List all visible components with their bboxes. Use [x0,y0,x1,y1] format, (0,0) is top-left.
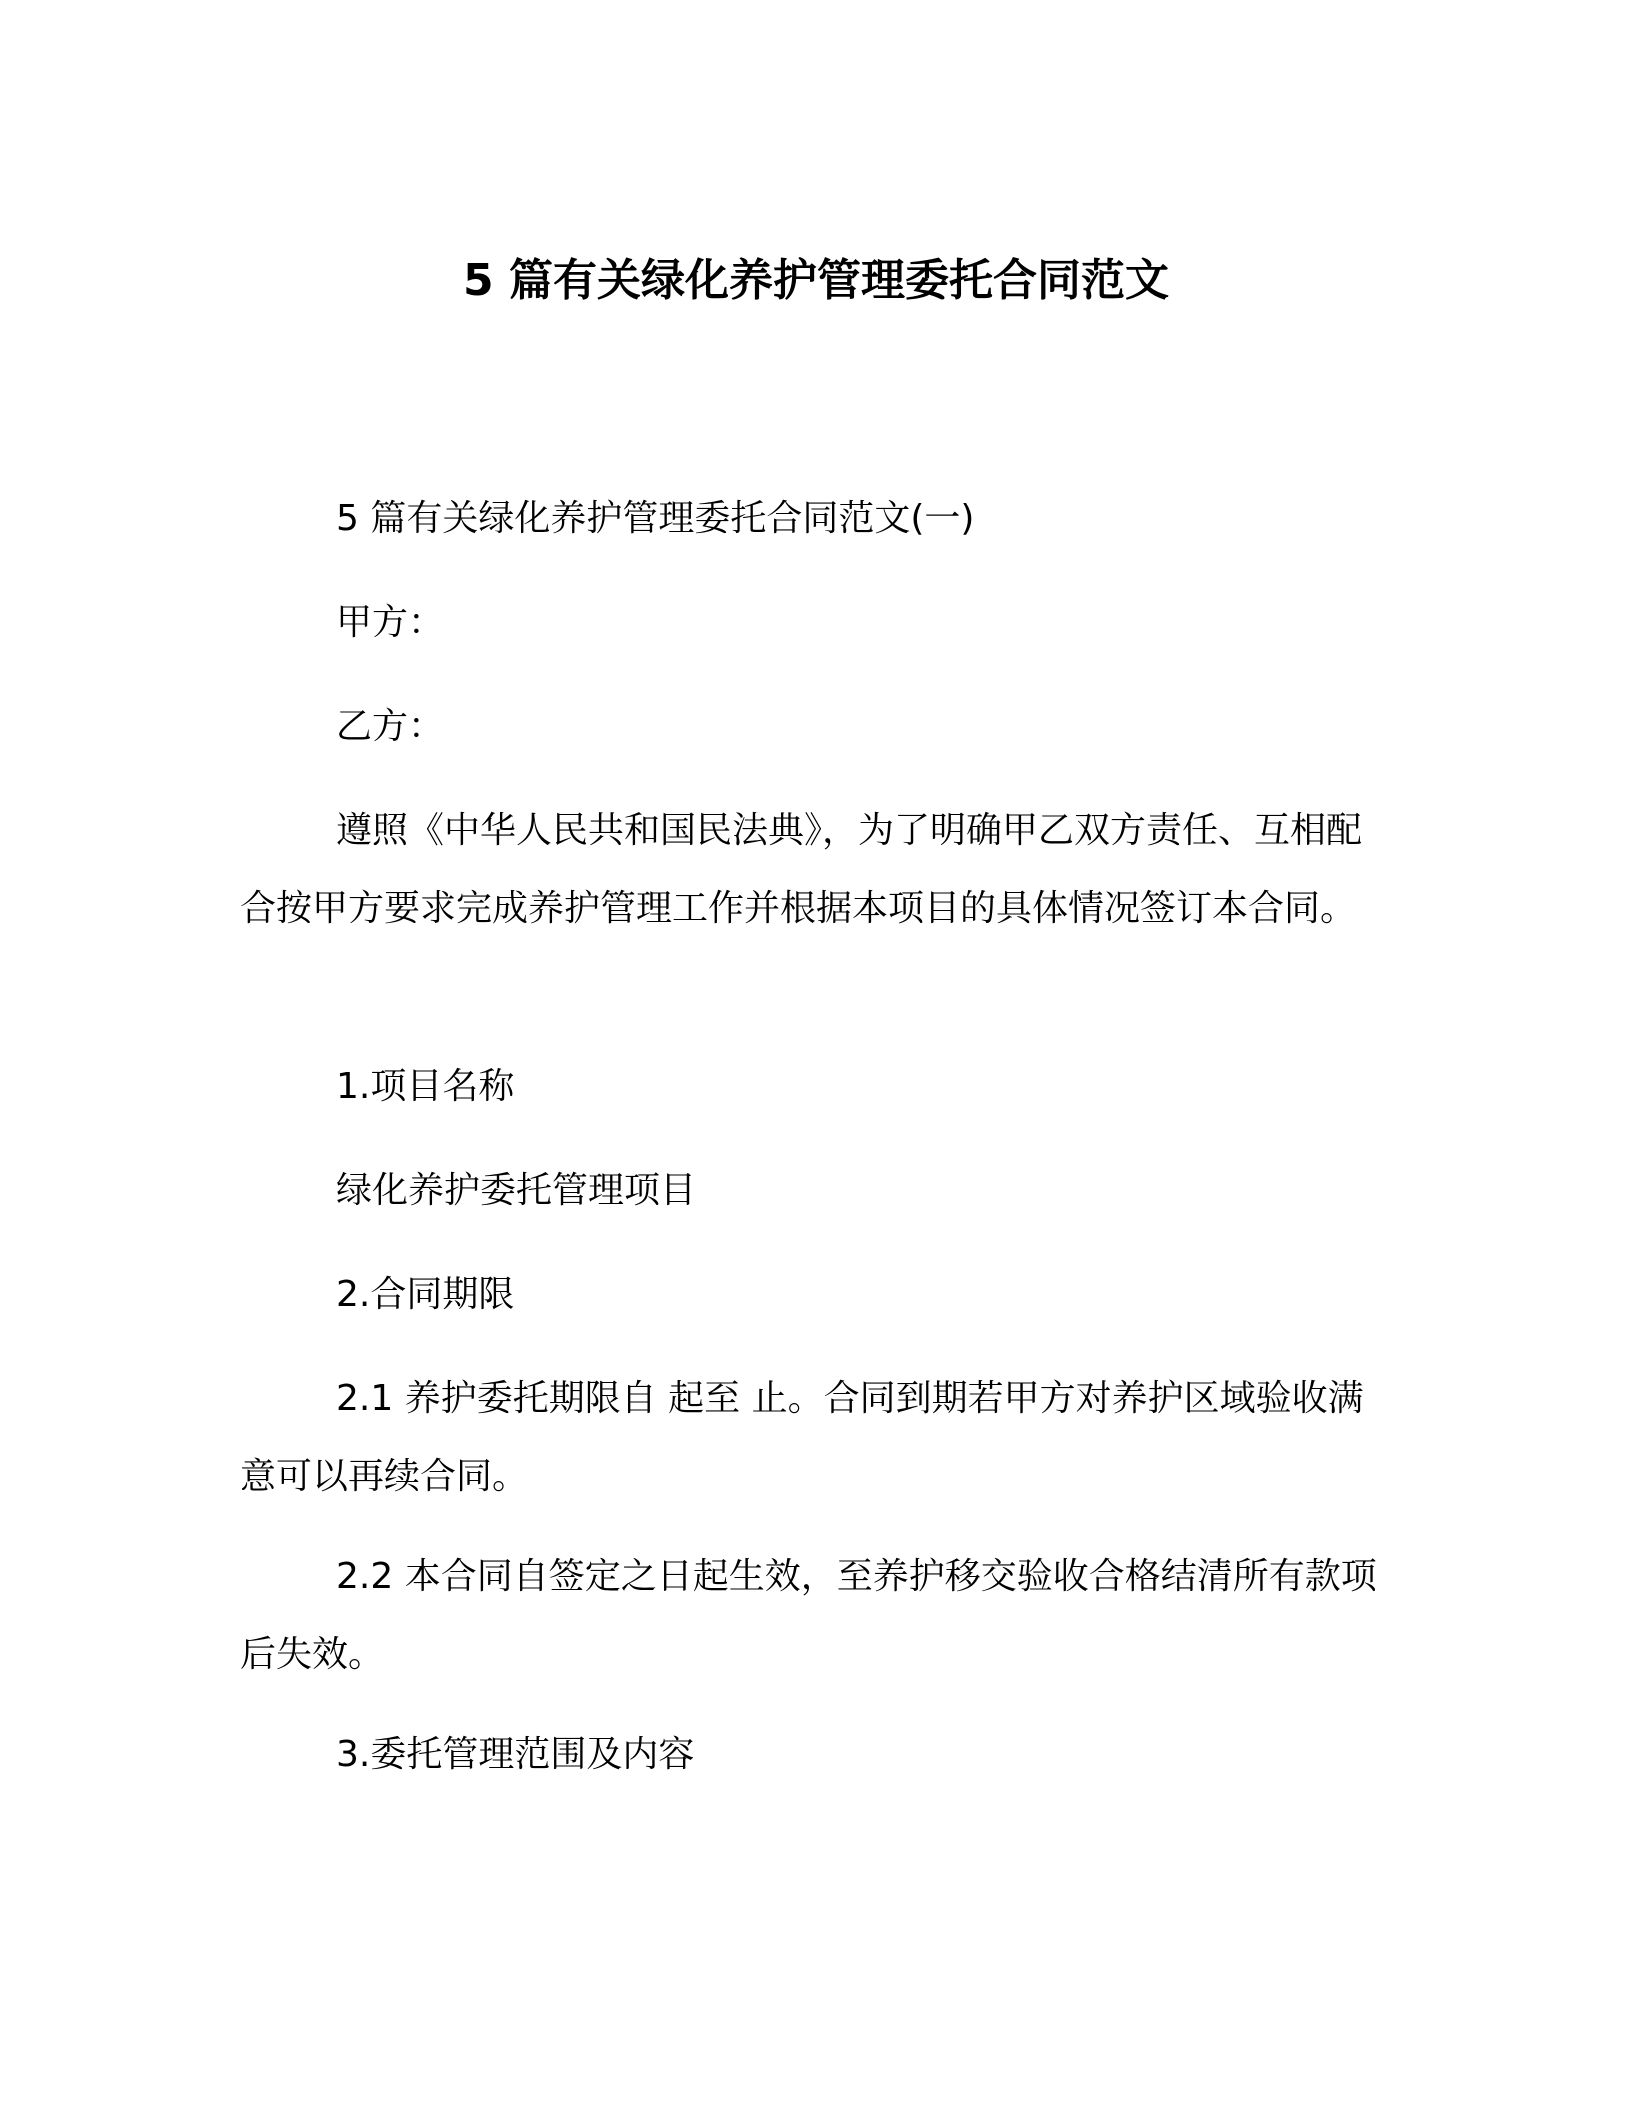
party-b-line: 乙方： [336,706,445,747]
project-name-value: 绿化养护委托管理项目 [336,1170,697,1211]
clause-heading-scope: 3.委托管理范围及内容 [336,1734,695,1775]
section-heading: 5 篇有关绿化养护管理委托合同范文(一) [336,498,975,539]
preamble-paragraph: 遵照《中华人民共和国民法典》，为了明确甲乙双方责任、互相配合按甲方要求完成养护管理工作并根据本项目的具体情况签订本合同。 [240,810,1363,929]
clause-heading-contract-term: 2.合同期限 [336,1274,515,1315]
document-title: 5 篇有关绿化养护管理委托合同范文 [463,255,1169,307]
party-a-line: 甲方： [336,602,445,643]
clause-2-1: 2.1 养护委托期限自 起至 止。合同到期若甲方对养护区域验收满意可以再续合同。 [240,1378,1364,1497]
clause-2-2: 2.2 本合同自签定之日起生效，至养护移交验收合格结清所有款项后失效。 [240,1556,1377,1675]
clause-heading-project-name: 1.项目名称 [336,1066,515,1107]
